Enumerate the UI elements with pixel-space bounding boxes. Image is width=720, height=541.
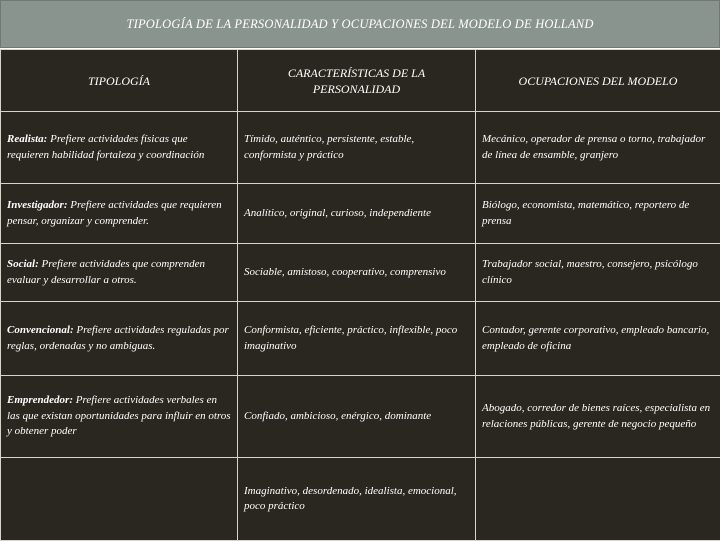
type-cell (1, 458, 238, 541)
type-cell (1, 302, 238, 376)
type-cell (1, 376, 238, 458)
table-row (1, 376, 720, 458)
type-name: Emprendedor: (7, 394, 73, 406)
table-row (1, 244, 720, 302)
table-row (1, 302, 720, 376)
type-description: Prefiere actividades reguladas por reglas, ordenadas y no ambiguas. (7, 324, 229, 352)
type-name: Realista: (7, 133, 47, 145)
type-description: Prefiere actividades que comprenden evaluar y desarrollar a otros. (7, 258, 205, 286)
type-cell (1, 112, 238, 184)
jobs-cell: Contador, gerente corporativo, empleado bancario, empleado de oficina (476, 302, 720, 376)
header-row (1, 50, 720, 112)
type-description: Prefiere actividades que requieren pensar, organizar y comprender. (7, 199, 222, 227)
table-title: TIPOLOGÍA DE LA PERSONALIDAD Y OCUPACIONES DEL MODELO DE HOLLAND (126, 17, 593, 32)
traits-cell: Conformista, eficiente, práctico, inflexible, poco imaginativo (238, 302, 476, 376)
type-name: Convencional: (7, 324, 74, 336)
title-bar (0, 0, 720, 48)
holland-table (0, 49, 720, 541)
header-tipologia: TIPOLOGÍA (1, 50, 238, 112)
table-row (1, 112, 720, 184)
type-cell (1, 244, 238, 302)
traits-cell: Imaginativo, desordenado, idealista, emocional, poco práctico (238, 458, 476, 541)
type-description: Prefiere actividades verbales en las que existan oportunidades para influir en otros y obtener poder (7, 394, 231, 437)
header-ocupaciones: OCUPACIONES DEL MODELO (476, 50, 720, 112)
table-row (1, 458, 720, 541)
jobs-cell: Abogado, corredor de bienes raíces, especialista en relaciones públicas, gerente de negocio pequeño (476, 376, 720, 458)
jobs-cell: Biólogo, economista, matemático, reportero de prensa (476, 184, 720, 244)
traits-cell: Tímido, auténtico, persistente, estable, conformista y práctico (238, 112, 476, 184)
traits-cell: Confiado, ambicioso, enérgico, dominante (238, 376, 476, 458)
jobs-cell (476, 458, 720, 541)
jobs-cell: Mecánico, operador de prensa o torno, trabajador de línea de ensamble, granjero (476, 112, 720, 184)
table-row (1, 184, 720, 244)
type-name: Investigador: (7, 199, 68, 211)
type-description: Prefiere actividades físicas que requieren habilidad fortaleza y coordinación (7, 133, 204, 161)
header-caracteristicas: CARACTERÍSTICAS DE LA PERSONALIDAD (238, 50, 476, 112)
type-cell (1, 184, 238, 244)
traits-cell: Sociable, amistoso, cooperativo, comprensivo (238, 244, 476, 302)
traits-cell: Analítico, original, curioso, independiente (238, 184, 476, 244)
type-name: Social: (7, 258, 39, 270)
jobs-cell: Trabajador social, maestro, consejero, psicólogo clínico (476, 244, 720, 302)
